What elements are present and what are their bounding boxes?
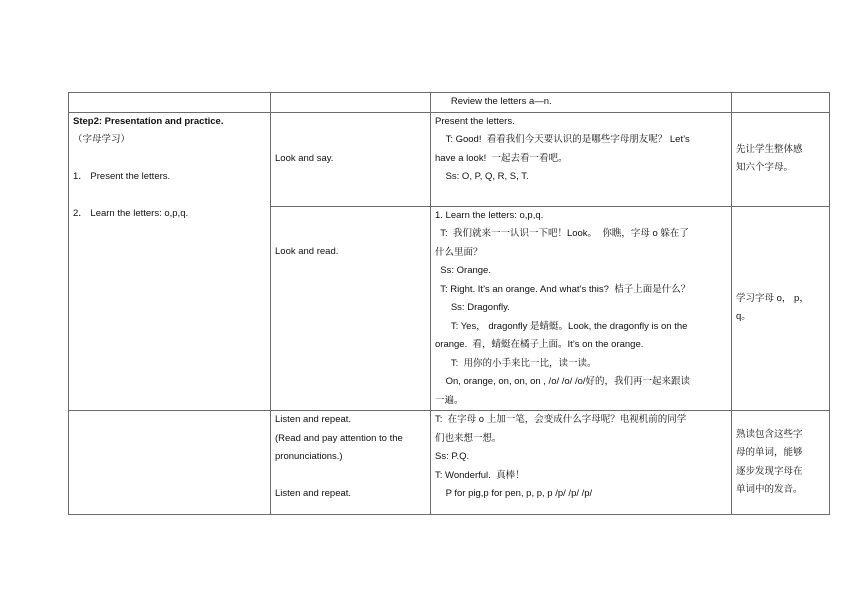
note-cell	[732, 206, 830, 411]
text-line: T: 在字母 o 上加一笔，会变成什么字母呢？电视机前的同学	[435, 414, 687, 425]
step-cell	[69, 93, 271, 113]
table-row	[69, 112, 830, 206]
text-line: 学习字母 o， p，	[736, 292, 809, 304]
text-line: have a look! 一起去看一看吧。	[435, 152, 568, 164]
activity-cell	[271, 93, 431, 113]
text-line: orange. 看，蜻蜓在橘子上面。It’s on the orange.	[435, 339, 644, 350]
activity-cell	[271, 112, 431, 206]
activity-cell	[271, 206, 431, 411]
text-line: Listen and repeat.	[275, 414, 352, 425]
table-row	[69, 411, 830, 515]
text-line	[73, 150, 266, 169]
text-line: Look and read.	[275, 245, 339, 257]
step-cell	[69, 112, 271, 411]
text-line: P for pig,p for pen, p, p, p /p/ /p/ /p/	[435, 488, 593, 499]
table-row	[69, 93, 830, 113]
text-line: On, orange, on, on, on , /o/ /o/ /o/好的，我们再一起来跟读	[435, 376, 691, 387]
text-line	[275, 467, 426, 486]
text-line: T: Wonderful. 真棒！	[435, 469, 525, 481]
text-line: （字母学习）	[73, 134, 131, 145]
text-line: 先让学生整体感	[736, 143, 803, 155]
teacher-cell	[431, 206, 732, 411]
teacher-cell	[431, 411, 732, 515]
text-line	[73, 187, 266, 206]
text-line: 2． Learn the letters: o,p,q.	[73, 208, 189, 219]
note-cell	[732, 93, 830, 113]
text-line: T: Good! 看看我们今天要认识的是哪些字母朋友呢？ Let’s	[435, 134, 690, 145]
text-line: 母的单词，能够	[736, 447, 803, 458]
step-title: Step2: Presentation and practice.	[73, 115, 224, 127]
text-line: 1. Learn the letters: o,p,q.	[435, 209, 544, 221]
note-cell	[732, 112, 830, 206]
step-cell	[69, 411, 271, 515]
text-line: 熟读包含这些字	[736, 428, 803, 440]
text-line: T: 我们就来一一认识一下吧！Look。 你瞧，字母 o 躲在了	[435, 228, 689, 239]
text-line: 们也来想一想。	[435, 432, 502, 444]
activity-cell	[271, 411, 431, 515]
text-line: Ss: P.Q.	[435, 451, 470, 462]
text-line: 逐步发现字母在	[736, 465, 803, 477]
text-line: pronunciations.)	[275, 451, 343, 462]
step-lines	[73, 131, 266, 224]
text-line: T: Right. It’s an orange. And what’s this? 桔子上面是什么？	[435, 283, 691, 295]
text-line: T: Yes， dragonfly 是蜻蜓。Look, the dragonfly is on the	[435, 320, 688, 332]
text-line: Review the letters a—n.	[435, 96, 552, 107]
text-line: q。	[736, 311, 751, 323]
text-line: Ss: Dragonfly.	[435, 302, 510, 313]
text-line: 1． Present the letters.	[73, 171, 171, 182]
text-line: Look and say.	[275, 152, 334, 164]
teacher-cell	[431, 93, 732, 113]
text-line: 单词中的发音。	[736, 484, 803, 495]
text-line: 知六个字母。	[736, 162, 794, 173]
text-line: (Read and pay attention to the	[275, 432, 403, 444]
text-line: T: 用你的小手来比一比，读一读。	[435, 357, 597, 369]
text-line: Present the letters.	[435, 115, 515, 127]
text-line: Listen and repeat.	[275, 488, 352, 499]
text-line: 一遍。	[435, 394, 464, 406]
note-cell	[732, 411, 830, 515]
lesson-plan-table	[68, 92, 830, 515]
text-line: 什么里面？	[435, 246, 483, 258]
teacher-cell	[431, 112, 732, 206]
text-line: Ss: O, P, Q, R, S, T.	[435, 171, 529, 182]
text-line: Ss: Orange.	[435, 265, 491, 276]
